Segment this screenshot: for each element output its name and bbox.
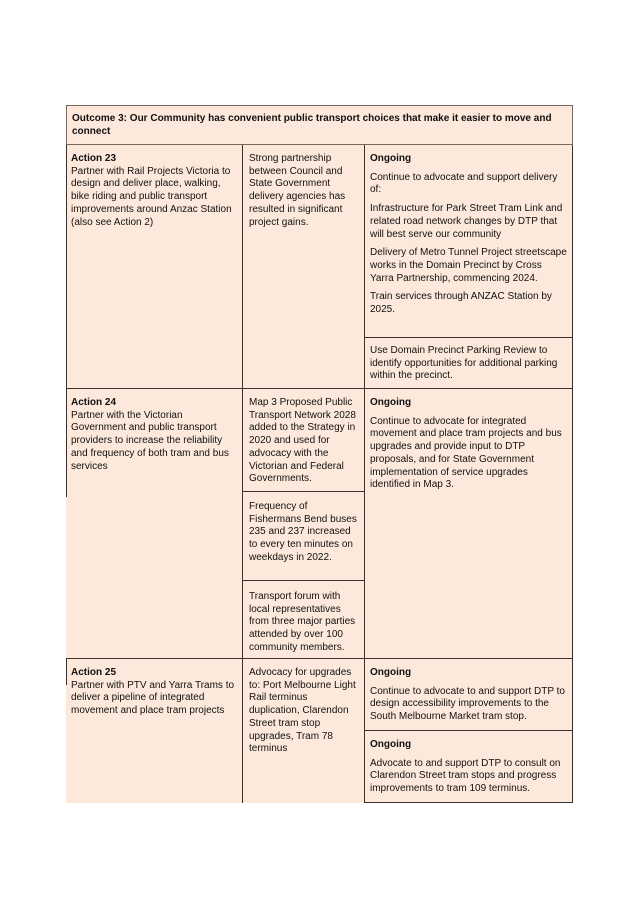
status-label: Ongoing <box>370 397 412 408</box>
next-steps-cell <box>365 341 572 383</box>
next-step-text: Use Domain Precinct Parking Review to identify opportunities for additional parking within the precinct. <box>370 345 558 382</box>
outcome-table <box>66 105 573 803</box>
next-steps-cell <box>365 393 572 498</box>
progress-cell <box>244 587 364 655</box>
row-divider <box>364 730 573 731</box>
progress-cell <box>244 663 364 756</box>
row-divider <box>242 491 365 492</box>
next-step-text: Advocate to and support DTP to consult on Clarendon Street tram stops and progress improvements to tram 109 terminus. <box>370 757 561 795</box>
next-step-text: Delivery of Metro Tunnel Project streetscape works in the Domain Precinct by Cross Yarra Partnership, commencing 2024. <box>370 247 567 284</box>
next-steps-cell <box>365 735 572 802</box>
status-label: Ongoing <box>370 667 412 678</box>
action-cell <box>66 663 242 718</box>
row-divider <box>66 388 573 389</box>
next-step-text: Continue to advocate and support delivery of: <box>370 171 558 196</box>
action-title: Action 25 <box>71 667 117 678</box>
action-text: Partner with PTV and Yarra Trams to deliver a pipeline of integrated movement and place tram projects <box>71 679 235 717</box>
next-step-text: Train services through ANZAC Station by 2025. <box>370 291 552 316</box>
row-divider <box>66 658 573 659</box>
progress-text: Advocacy for upgrades to: Port Melbourne Light Rail terminus duplication, Clarendon Street tram stop upgrades, Tram 78 terminus <box>249 667 356 755</box>
progress-text: Transport forum with local representatives from three major parties attended by over 100 community members. <box>249 591 356 653</box>
status-label: Ongoing <box>370 739 412 750</box>
progress-text: Strong partnership between Council and State Government delivery agencies has resulted in significant project gains. <box>249 153 346 228</box>
progress-cell <box>244 149 364 229</box>
progress-cell <box>244 393 364 486</box>
progress-text: Frequency of Fishermans Bend buses 235 and 237 increased to every ten minutes on weekdays in 2022. <box>249 501 357 563</box>
action-title: Action 23 <box>71 153 117 164</box>
next-step-text: Continue to advocate to and support DTP to design accessibility improvements to the South Melbourne Market tram stop. <box>370 685 565 723</box>
row-divider <box>242 580 365 581</box>
outcome-header: Outcome 3: Our Community has convenient public transport choices that make it easier to move and connect <box>66 105 573 145</box>
action-cell <box>66 393 242 473</box>
row-divider <box>364 337 573 338</box>
status-label: Ongoing <box>370 153 412 164</box>
action-title: Action 24 <box>71 397 117 408</box>
next-step-text: Infrastructure for Park Street Tram Link and related road network changes by DTP that will best serve our community <box>370 203 563 240</box>
next-step-text: Continue to advocate for integrated movement and place tram projects and bus upgrades and provide input to DTP proposals, and for State Government implementation of service upgrades identified in Map 3. <box>370 415 562 491</box>
action-text: Partner with Rail Projects Victoria to design and deliver place, walking, bike riding and public transport improvements around Anzac Station (also see Action 2) <box>71 165 232 228</box>
row-divider <box>364 802 573 803</box>
next-steps-cell <box>365 149 572 323</box>
progress-cell <box>244 497 364 565</box>
action-text: Partner with the Victorian Government and public transport providers to increase the reliability and frequency of both tram and bus services <box>71 409 229 472</box>
next-steps-cell <box>365 663 572 730</box>
action-cell <box>66 149 242 229</box>
progress-text: Map 3 Proposed Public Transport Network 2028 added to the Strategy in 2020 and used for advocacy with the Victorian and Federal Governments. <box>249 397 356 485</box>
